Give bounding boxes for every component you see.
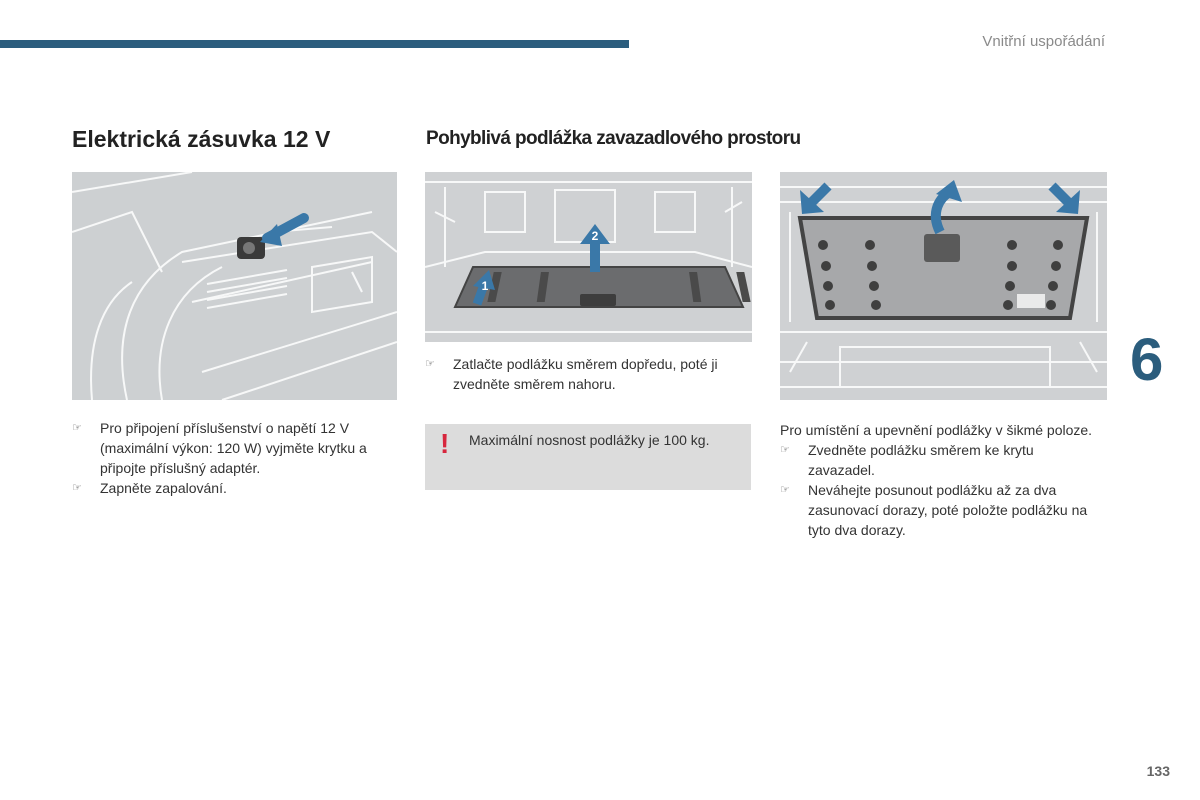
socket-heading: Elektrická zásuvka 12 V: [72, 126, 331, 152]
warning-icon: !: [440, 428, 450, 459]
figure-label: 1: [481, 279, 489, 293]
bullet-icon: ☞: [780, 444, 790, 456]
floor-heading: Pohyblivá podlážka zavazadlového prostoru: [426, 128, 801, 149]
bullet-icon: ☞: [72, 422, 82, 434]
figure-label: 2: [591, 229, 599, 243]
list-item: ☞ Neváhejte posunout podlážku až za dva zasunovací dorazy, poté položte podlážku na tyto dva dorazy.: [780, 482, 1088, 538]
floor-illustration-2: [780, 172, 1107, 400]
floor-panel: [455, 267, 751, 307]
floor-illustration-1: [425, 172, 752, 342]
bullet-icon: ☞: [425, 358, 435, 370]
intro-text: Pro umístění a upevnění podlážky v šikmé poloze.: [780, 422, 1093, 438]
tilted-floor-panel: [800, 218, 1087, 318]
page-number: 133: [1146, 763, 1170, 779]
warning-box: [425, 424, 751, 490]
socket-instructions: [72, 418, 402, 498]
list-item: ☞ Zapněte zapalování.: [72, 480, 227, 496]
header-bar: [0, 40, 629, 48]
bullet-icon: ☞: [72, 482, 82, 494]
socket-icon: [237, 237, 265, 259]
floor-instructions: [425, 354, 755, 394]
section-title: Vnitřní uspořádání: [982, 33, 1105, 50]
list-item: ☞ Pro připojení příslušenství o napětí 12 V (maximální výkon: 120 W) vyjměte krytku a připojte příslušný adaptér.: [72, 420, 367, 476]
tilted-floor-instructions: [780, 420, 1100, 540]
list-item: ☞ Zvedněte podlážku směrem ke krytu zavazadel.: [780, 442, 1034, 478]
chapter-number: 6: [1130, 326, 1164, 393]
list-item: ☞ Zatlačte podlážku směrem dopředu, poté ji zvedněte směrem nahoru.: [425, 356, 718, 392]
bullet-icon: ☞: [780, 484, 790, 496]
warning-text: Maximální nosnost podlážky je 100 kg.: [469, 432, 710, 448]
socket-illustration: [72, 172, 397, 400]
